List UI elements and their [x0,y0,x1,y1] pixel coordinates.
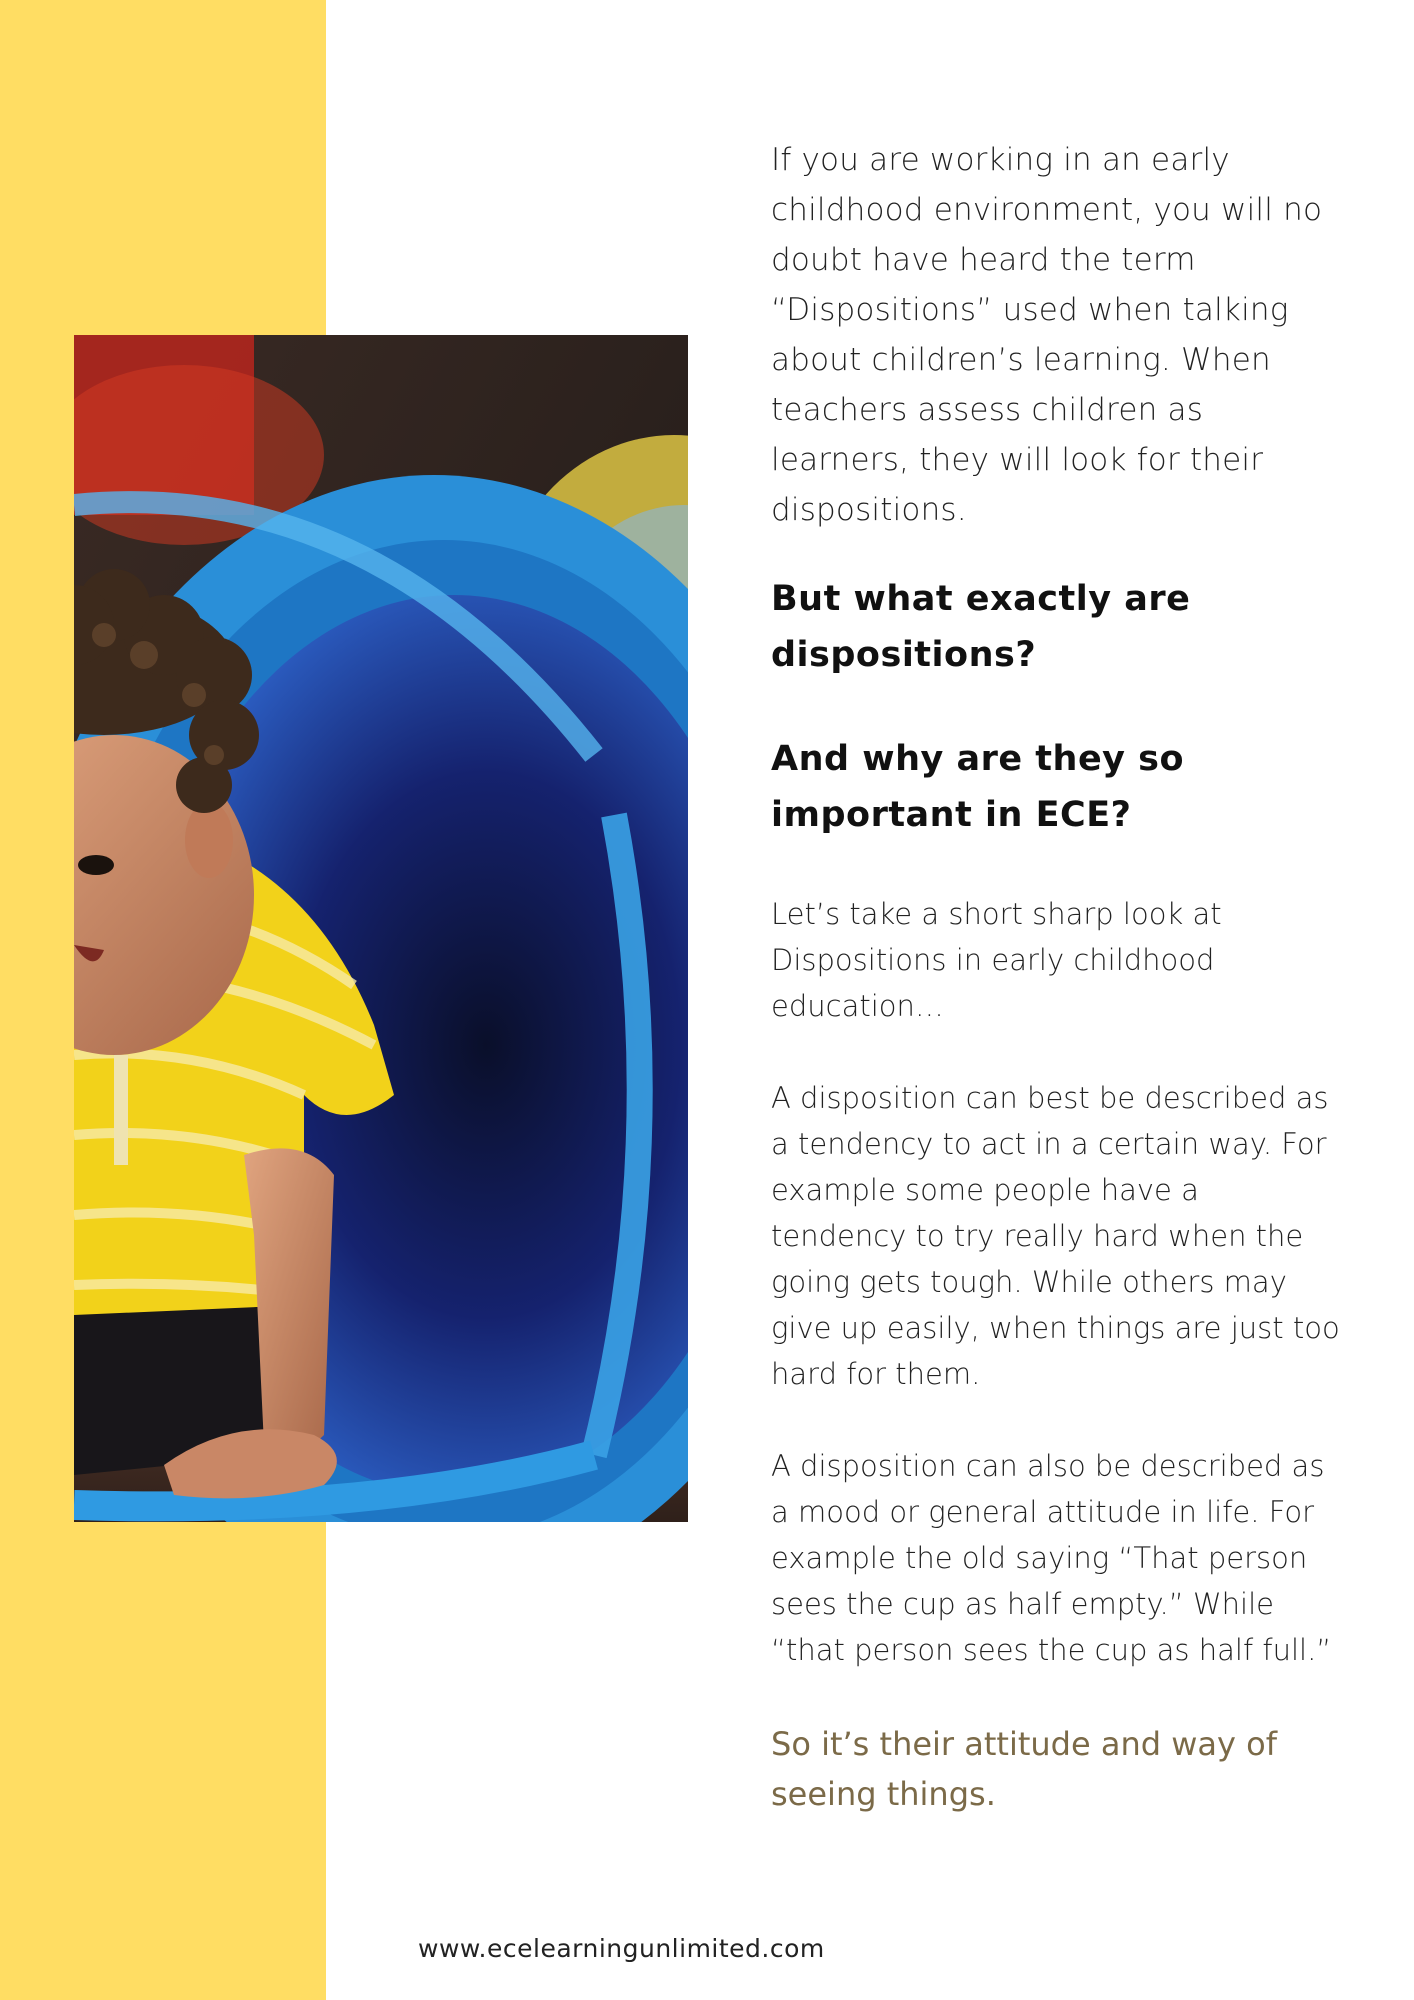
paragraph-tendency: A disposition can best be described as a tendency to act in a certain way. For example some people have a tendency to try really hard when the going gets tough. While others may give up easily, when things are just too hard for them. [771,1081,1340,1391]
accent-line: So it’s their attitude and way of seeing things. [771,1725,1277,1813]
intro-paragraph: If you are working in an early childhood environment, you will no doubt have heard the term “Dispositions” used when talking about children’s learning. When teachers assess children as learners, they will look for their dispositions. [771,142,1323,528]
heading-what-are-dispositions: But what exactly are dispositions? [771,579,1191,675]
paragraph-short-look: Let’s take a short sharp look at Dispositions in early childhood education… [771,897,1222,1023]
text-column [771,135,1341,1819]
heading-why-important: And why are they so important in ECE? [771,739,1185,835]
website-url: www.ecelearningunlimited.com [418,1934,825,1963]
child-in-tunnel-photo [74,335,688,1522]
paragraph-attitude: A disposition can also be described as a mood or general attitude in life. For example the old saying “That person sees the cup as half empty.” While “that person sees the cup as half full.” [771,1449,1332,1667]
